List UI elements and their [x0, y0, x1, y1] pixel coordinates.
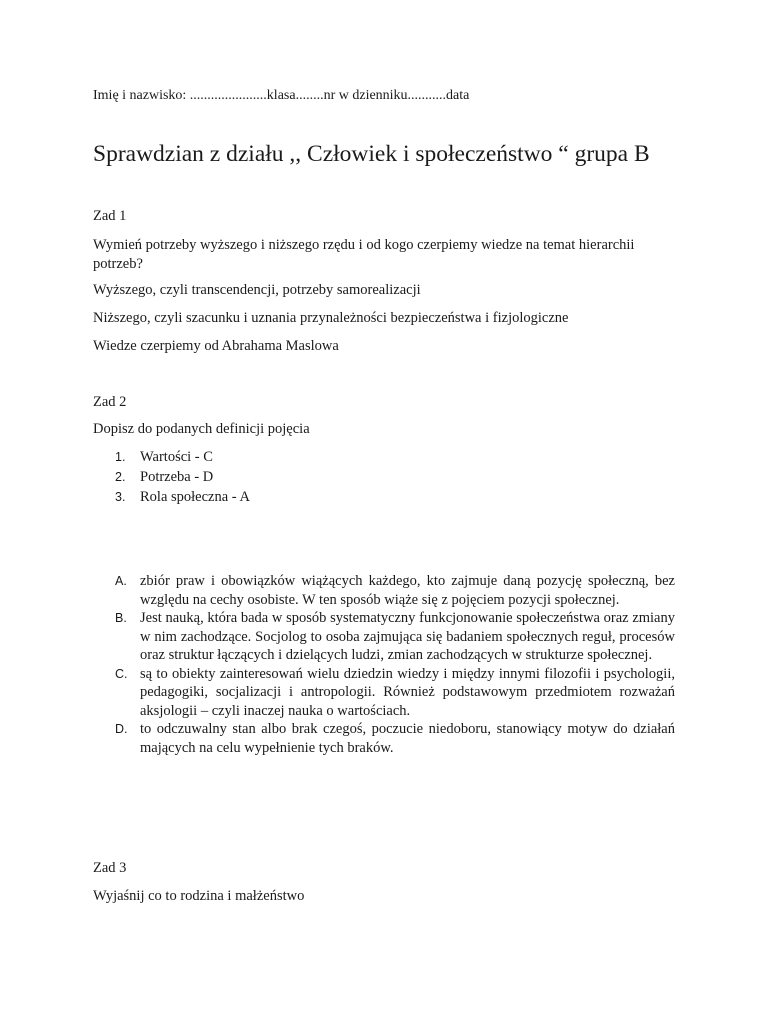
list-item	[115, 572, 675, 609]
definition-text: są to obiekty zainteresowań wielu dziedzin wiedzy i między innymi filozofii i psychologii, pedagogiki, socjalizacji i antropologii. Również podstawowym przedmiotem rozważań aksjologii – czyli inaczej nauka o wartościach.	[140, 665, 675, 719]
task2-question: Dopisz do podanych definicji pojęcia	[93, 421, 310, 437]
list-number: 1.	[115, 450, 126, 464]
term-text: Wartości - C	[140, 449, 213, 465]
definition-text: to odczuwalny stan albo brak czegoś, poczucie niedoboru, stanowiący motyw do działań mających na celu wypełnienie tych braków.	[140, 721, 675, 756]
list-number: 3.	[115, 490, 126, 504]
task1-label: Zad 1	[93, 208, 127, 224]
definitions-list	[115, 572, 675, 757]
definition-text: zbiór praw i obowiązków wiążących każdego, kto zajmuje daną pozycję społeczną, bez względu na cechy osobiste. W ten sposób wiąże się z pojęciem pozycji społecznej.	[140, 573, 675, 608]
page-title: Sprawdzian z działu ,, Człowiek i społeczeństwo “ grupa B	[93, 141, 650, 167]
term-text: Rola społeczna - A	[140, 489, 250, 505]
list-letter: D.	[115, 722, 128, 736]
list-item	[115, 720, 675, 757]
task3-label: Zad 3	[93, 860, 127, 876]
task1-answer-high: Wyższego, czyli transcendencji, potrzeby samorealizacji	[93, 282, 421, 298]
list-item	[115, 665, 675, 721]
list-letter: C.	[115, 666, 128, 681]
task1-answer-low: Niższego, czyli szacunku i uznania przynależności bezpieczeństwa i fizjologiczne	[93, 310, 569, 326]
task3-question: Wyjaśnij co to rodzina i małżeństwo	[93, 888, 305, 904]
list-number: 2.	[115, 470, 126, 484]
list-item	[115, 609, 675, 665]
student-info-line: Imię i nazwisko: ......................klasa........nr w dzienniku...........data	[93, 88, 470, 103]
term-text: Potrzeba - D	[140, 469, 214, 485]
task1-question: Wymień potrzeby wyższego i niższego rzędu i od kogo czerpiemy wiedze na temat hierarchii potrzeb?	[93, 237, 635, 272]
list-letter: B.	[115, 611, 127, 625]
task2-label: Zad 2	[93, 394, 127, 410]
task1-answer-source: Wiedze czerpiemy od Abrahama Maslowa	[93, 338, 339, 354]
definition-text: Jest nauką, która bada w sposób systematyczny funkcjonowanie społeczeństwa oraz zmiany w nim zachodzące. Socjolog to osoba zajmująca się badaniem społecznych reguł, procesów oraz struktur łączących i dzielących ludzi, zmian zachodzących w strukturze społecznej.	[140, 610, 675, 663]
list-letter: A.	[115, 574, 127, 588]
